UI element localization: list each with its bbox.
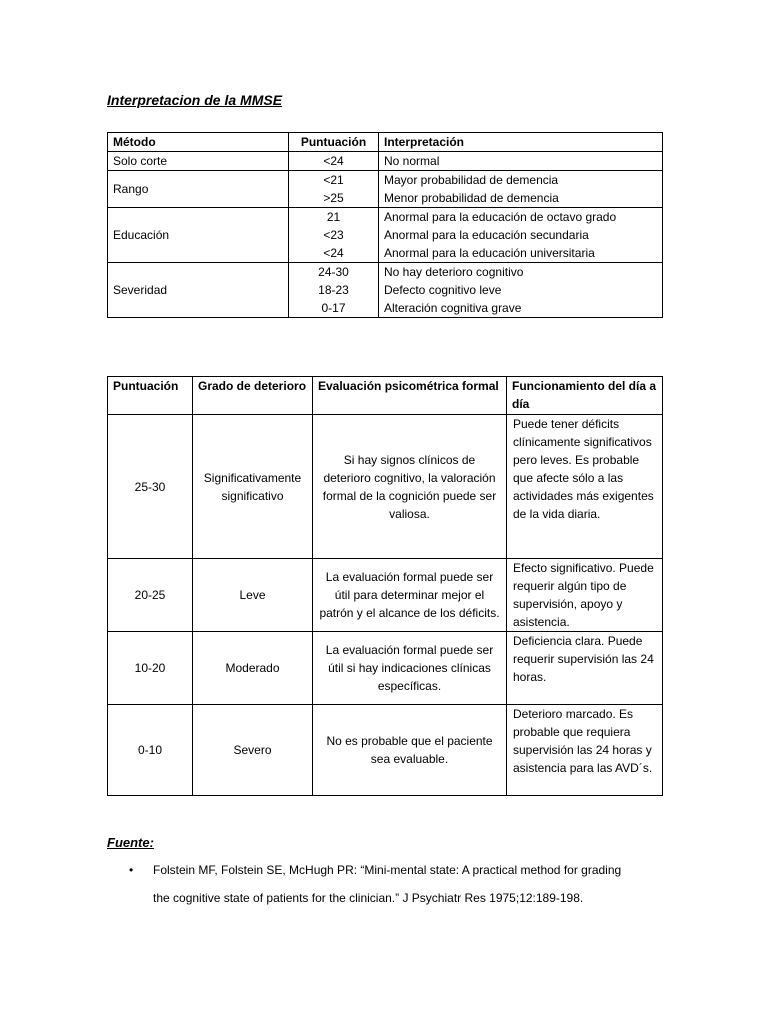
bullet-icon: •: [129, 863, 134, 877]
header-grade: Grado de deterioro: [193, 377, 313, 415]
interpretation-value: Anormal para la educación de octavo grado: [384, 210, 617, 224]
interpretation-value: Anormal para la educación universitaria: [384, 246, 595, 260]
grade-cell: Moderado: [193, 632, 313, 705]
page-title: Interpretacion de la MMSE: [107, 92, 283, 108]
method-cell: Rango: [108, 171, 289, 208]
method-cell: Solo corte: [108, 152, 289, 171]
score-value: <23: [323, 228, 344, 242]
mmse-severity-table: [107, 376, 663, 796]
table-row: [108, 559, 663, 632]
table-row: [108, 632, 663, 705]
interpretation-value: Menor probabilidad de demencia: [384, 191, 559, 205]
score-value: 24-30: [318, 265, 349, 279]
evaluation-cell: Si hay signos clínicos de deterioro cognitivo, la valoración formal de la cognición puede ser valiosa.: [313, 415, 507, 559]
evaluation-cell: No es probable que el paciente sea evaluable.: [313, 705, 507, 796]
table-row: [108, 705, 663, 796]
table-header-row: [108, 133, 663, 152]
score-value: >25: [323, 191, 344, 205]
interpretation-cell: [379, 171, 663, 208]
interpretation-cell: [379, 208, 663, 263]
score-cell: 0-10: [108, 705, 193, 796]
interpretation-value: Defecto cognitivo leve: [384, 283, 502, 297]
reference-line-1: Folstein MF, Folstein SE, McHugh PR: “Mini-mental state: A practical method for grading: [153, 863, 622, 877]
function-cell: Efecto significativo. Puede requerir algún tipo de supervisión, apoyo y asistencia.: [507, 559, 663, 632]
function-cell: Puede tener déficits clínicamente significativos pero leves. Es probable que afecte sólo a las actividades más exigentes de la vida diaria.: [507, 415, 663, 559]
header-evaluation: Evaluación psicométrica formal: [313, 377, 507, 415]
evaluation-cell: La evaluación formal puede ser útil si hay indicaciones clínicas específicas.: [313, 632, 507, 705]
grade-cell: Severo: [193, 705, 313, 796]
header-score: Puntuación: [289, 133, 379, 152]
interpretation-cell: [379, 152, 663, 171]
table-row: [108, 152, 663, 171]
score-cell: 10-20: [108, 632, 193, 705]
function-cell: Deterioro marcado. Es probable que requiera supervisión las 24 horas y asistencia para las AVD´s.: [507, 705, 663, 796]
score-cell: [289, 208, 379, 263]
score-value: 0-17: [321, 301, 346, 315]
interpretation-value: Alteración cognitiva grave: [384, 301, 522, 315]
table-row: [108, 208, 663, 263]
interpretation-value: Mayor probabilidad de demencia: [384, 173, 559, 187]
score-cell: [289, 171, 379, 208]
function-cell: Deficiencia clara. Puede requerir supervisión las 24 horas.: [507, 632, 663, 705]
interpretation-value: No hay deterioro cognitivo: [384, 265, 524, 279]
score-cell: [289, 263, 379, 318]
score-cell: [289, 152, 379, 171]
header-method: Método: [108, 133, 289, 152]
interpretation-value: No normal: [384, 154, 440, 168]
header-score: Puntuación: [108, 377, 193, 415]
score-value: <24: [323, 154, 344, 168]
table-header-row: [108, 377, 663, 415]
table-row: [108, 415, 663, 559]
score-value: <24: [323, 246, 344, 260]
grade-cell: Leve: [193, 559, 313, 632]
grade-cell: Significativamente significativo: [193, 415, 313, 559]
mmse-interpretation-table: [107, 132, 663, 318]
header-daily-function: Funcionamiento del día a día: [507, 377, 663, 415]
method-cell: Severidad: [108, 263, 289, 318]
table-row: [108, 171, 663, 208]
header-interpretation: Interpretación: [379, 133, 663, 152]
reference-line-2: the cognitive state of patients for the clinician.” J Psychiatr Res 1975;12:189-198.: [153, 891, 584, 905]
evaluation-cell: La evaluación formal puede ser útil para determinar mejor el patrón y el alcance de los déficits.: [313, 559, 507, 632]
method-cell: Educación: [108, 208, 289, 263]
score-value: 21: [326, 210, 341, 224]
source-heading: Fuente:: [107, 835, 154, 850]
score-value: <21: [323, 173, 344, 187]
table-row: [108, 263, 663, 318]
interpretation-cell: [379, 263, 663, 318]
score-value: 18-23: [318, 283, 349, 297]
score-cell: 25-30: [108, 415, 193, 559]
interpretation-value: Anormal para la educación secundaria: [384, 228, 589, 242]
score-cell: 20-25: [108, 559, 193, 632]
